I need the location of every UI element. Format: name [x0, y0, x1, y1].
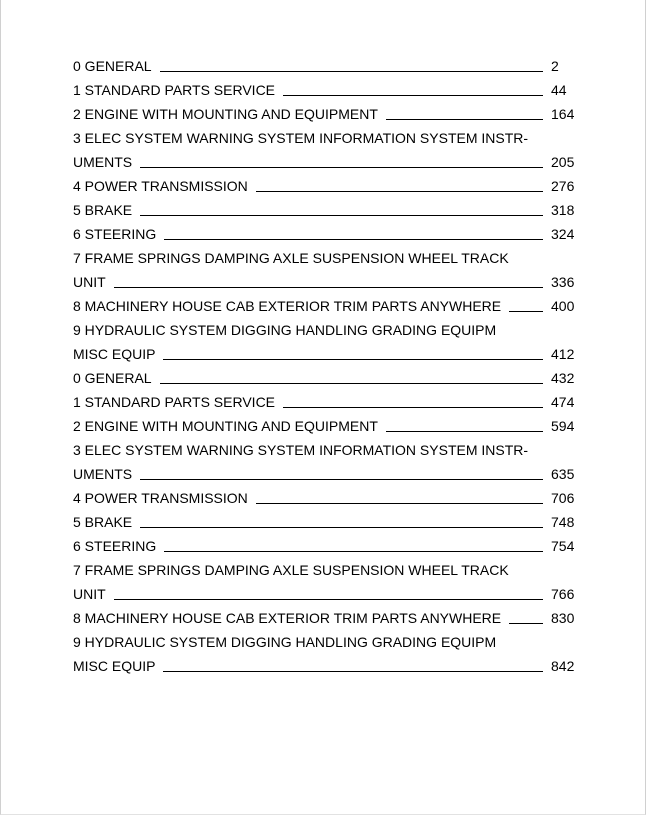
toc-page-number: 830: [551, 610, 575, 626]
toc-entry-title-line: 9 HYDRAULIC SYSTEM DIGGING HANDLING GRADING EQUIPM: [73, 634, 497, 650]
toc-page-number: 635: [551, 466, 575, 482]
toc-entry[interactable]: [73, 414, 575, 438]
toc-entry[interactable]: [73, 102, 575, 126]
toc-page-number: 400: [551, 298, 575, 314]
toc-entry-title: 4 POWER TRANSMISSION: [73, 490, 248, 506]
table-of-contents: [73, 54, 575, 678]
toc-leader-line: [283, 407, 543, 408]
toc-entry-row: [73, 366, 575, 390]
toc-page-number: 766: [551, 586, 575, 602]
toc-entry[interactable]: [73, 222, 575, 246]
toc-entry-row: [73, 174, 575, 198]
toc-entry-title: 8 MACHINERY HOUSE CAB EXTERIOR TRIM PARTS ANYWHERE: [73, 610, 502, 626]
toc-entry-row: [73, 582, 575, 606]
toc-entry-row: [73, 78, 575, 102]
toc-leader-line: [386, 119, 543, 120]
toc-leader-line: [140, 527, 543, 528]
toc-entry-row: [73, 270, 575, 294]
toc-leader-line: [256, 191, 543, 192]
toc-leader-line: [164, 239, 543, 240]
toc-entry-title-line: 9 HYDRAULIC SYSTEM DIGGING HANDLING GRADING EQUIPM: [73, 322, 497, 338]
toc-leader-line: [140, 167, 543, 168]
toc-entry[interactable]: [73, 630, 575, 678]
toc-entry-title: 8 MACHINERY HOUSE CAB EXTERIOR TRIM PARTS ANYWHERE: [73, 298, 502, 314]
toc-entry[interactable]: [73, 486, 575, 510]
toc-entry-row: [73, 654, 575, 678]
toc-entry-row: [73, 534, 575, 558]
toc-entry[interactable]: [73, 366, 575, 390]
toc-entry-row: [73, 102, 575, 126]
toc-leader-line: [160, 71, 543, 72]
toc-entry-row: [73, 342, 575, 366]
toc-entry-row: [73, 294, 575, 318]
toc-entry-row: [73, 390, 575, 414]
toc-leader-line: [140, 479, 543, 480]
toc-entry-title: UNIT: [73, 274, 106, 290]
toc-page-number: 754: [551, 538, 575, 554]
toc-page-number: 44: [551, 82, 567, 98]
toc-entry[interactable]: [73, 198, 575, 222]
toc-entry-title-line: 3 ELEC SYSTEM WARNING SYSTEM INFORMATION SYSTEM INSTR-: [73, 442, 529, 458]
toc-leader-line: [163, 359, 543, 360]
toc-entry-title: 2 ENGINE WITH MOUNTING AND EQUIPMENT: [73, 418, 378, 434]
toc-entry[interactable]: [73, 246, 575, 294]
toc-page-number: 432: [551, 370, 575, 386]
toc-entry-row: [73, 510, 575, 534]
toc-page-number: 748: [551, 514, 575, 530]
toc-entry-title: 0 GENERAL: [73, 58, 152, 74]
toc-entry-title: 1 STANDARD PARTS SERVICE: [73, 82, 276, 98]
toc-entry-row: [73, 198, 575, 222]
toc-entry-title-line: 3 ELEC SYSTEM WARNING SYSTEM INFORMATION SYSTEM INSTR-: [73, 130, 529, 146]
toc-entry[interactable]: [73, 558, 575, 606]
toc-entry-title: 6 STEERING: [73, 226, 157, 242]
toc-page-number: 594: [551, 418, 575, 434]
toc-entry-row: [73, 606, 575, 630]
toc-entry-row: [73, 222, 575, 246]
toc-entry-title-line: 7 FRAME SPRINGS DAMPING AXLE SUSPENSION WHEEL TRACK: [73, 250, 509, 266]
toc-entry-row: [73, 462, 575, 486]
toc-page-number: 706: [551, 490, 575, 506]
toc-entry-row: [73, 486, 575, 510]
toc-leader-line: [114, 599, 543, 600]
toc-page-number: 336: [551, 274, 575, 290]
toc-entry[interactable]: [73, 318, 575, 366]
toc-leader-line: [164, 551, 543, 552]
toc-entry-row: [73, 150, 575, 174]
toc-entry-row: [73, 54, 575, 78]
toc-entry-title: MISC EQUIP: [73, 658, 156, 674]
toc-entry-title: 4 POWER TRANSMISSION: [73, 178, 248, 194]
toc-leader-line: [283, 95, 543, 96]
toc-entry[interactable]: [73, 606, 575, 630]
toc-page-number: 318: [551, 202, 575, 218]
toc-page-number: 412: [551, 346, 575, 362]
toc-leader-line: [256, 503, 543, 504]
toc-page-number: 324: [551, 226, 575, 242]
toc-leader-line: [509, 311, 543, 312]
toc-leader-line: [160, 383, 543, 384]
toc-entry[interactable]: [73, 294, 575, 318]
toc-entry[interactable]: [73, 174, 575, 198]
toc-entry[interactable]: [73, 54, 575, 78]
toc-entry-title: 5 BRAKE: [73, 514, 133, 530]
toc-entry[interactable]: [73, 510, 575, 534]
toc-entry-row: [73, 414, 575, 438]
toc-entry-title: UMENTS: [73, 466, 133, 482]
toc-page-number: 474: [551, 394, 575, 410]
toc-entry-title: 5 BRAKE: [73, 202, 133, 218]
toc-entry-title: MISC EQUIP: [73, 346, 156, 362]
toc-entry[interactable]: [73, 78, 575, 102]
toc-entry-title: UNIT: [73, 586, 106, 602]
toc-page-number: 842: [551, 658, 575, 674]
toc-page-number: 205: [551, 154, 575, 170]
toc-page-number: 164: [551, 106, 575, 122]
toc-entry-title: 0 GENERAL: [73, 370, 152, 386]
toc-leader-line: [163, 671, 543, 672]
toc-entry[interactable]: [73, 126, 575, 174]
toc-page-number: 2: [551, 58, 559, 74]
toc-entry-title: 1 STANDARD PARTS SERVICE: [73, 394, 276, 410]
toc-leader-line: [140, 215, 543, 216]
toc-leader-line: [114, 287, 543, 288]
toc-entry-title: UMENTS: [73, 154, 133, 170]
toc-page-number: 276: [551, 178, 575, 194]
toc-entry[interactable]: [73, 438, 575, 486]
toc-entry-title-line: 7 FRAME SPRINGS DAMPING AXLE SUSPENSION WHEEL TRACK: [73, 562, 509, 578]
toc-leader-line: [386, 431, 543, 432]
toc-leader-line: [509, 623, 543, 624]
toc-entry-title: 2 ENGINE WITH MOUNTING AND EQUIPMENT: [73, 106, 378, 122]
toc-entry-title: 6 STEERING: [73, 538, 157, 554]
toc-entry[interactable]: [73, 534, 575, 558]
toc-entry[interactable]: [73, 390, 575, 414]
